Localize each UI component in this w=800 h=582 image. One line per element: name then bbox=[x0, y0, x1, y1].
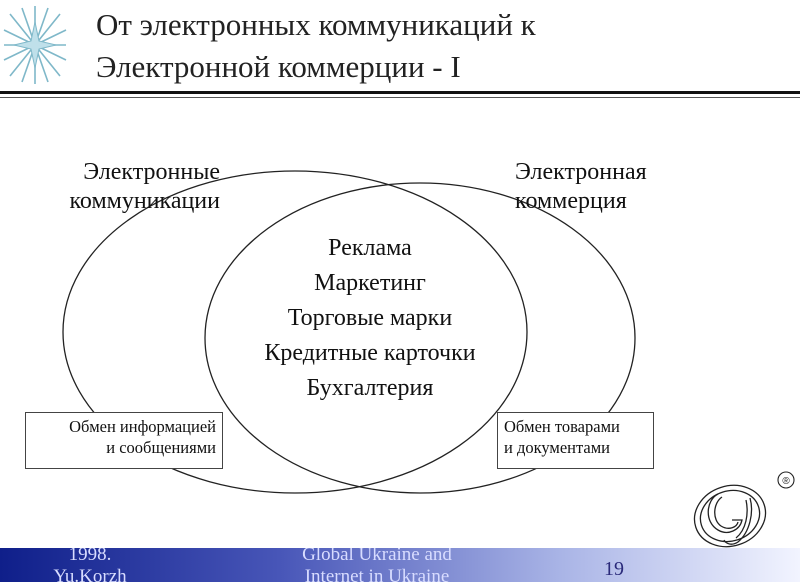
title-line-1: От электронных коммуникаций к bbox=[96, 7, 536, 42]
page-number: 19 bbox=[604, 558, 624, 580]
intersection-item: Торговые марки bbox=[287, 305, 453, 331]
intersection-item: Реклама bbox=[328, 235, 412, 261]
left-circle-label bbox=[30, 158, 220, 216]
footer-author: Yu.Korzh bbox=[53, 566, 127, 582]
footer-presentation-title bbox=[262, 548, 492, 582]
right-label-line-1: Электронная bbox=[515, 159, 647, 185]
right-circle-label bbox=[515, 158, 715, 216]
left-label-line-2: коммуникации bbox=[69, 188, 220, 214]
footer-title-line-2: Internet in Ukraine bbox=[304, 566, 450, 582]
footer-title-line-1: Global Ukraine and bbox=[302, 548, 452, 565]
footer-bar bbox=[0, 548, 800, 582]
intersection-list bbox=[225, 231, 515, 406]
intersection-item: Кредитные карточки bbox=[264, 340, 476, 366]
title-line-2: Электронной коммерции - I bbox=[96, 49, 461, 84]
left-box-line-2: и сообщениями bbox=[106, 438, 216, 457]
left-label-line-1: Электронные bbox=[83, 159, 220, 185]
right-label-line-2: коммерция bbox=[515, 188, 627, 214]
right-box-line-1: Обмен товарами bbox=[504, 417, 620, 436]
left-box-line-1: Обмен информацией bbox=[69, 417, 216, 436]
left-info-box bbox=[25, 412, 223, 469]
footer-date-author bbox=[30, 548, 150, 582]
intersection-item: Бухгалтерия bbox=[306, 375, 434, 401]
intersection-item: Маркетинг bbox=[314, 270, 426, 296]
right-box-line-2: и документами bbox=[504, 438, 611, 457]
registered-mark: ® bbox=[782, 476, 790, 487]
right-info-box bbox=[497, 412, 654, 469]
footer-year: 1998. bbox=[68, 548, 112, 565]
